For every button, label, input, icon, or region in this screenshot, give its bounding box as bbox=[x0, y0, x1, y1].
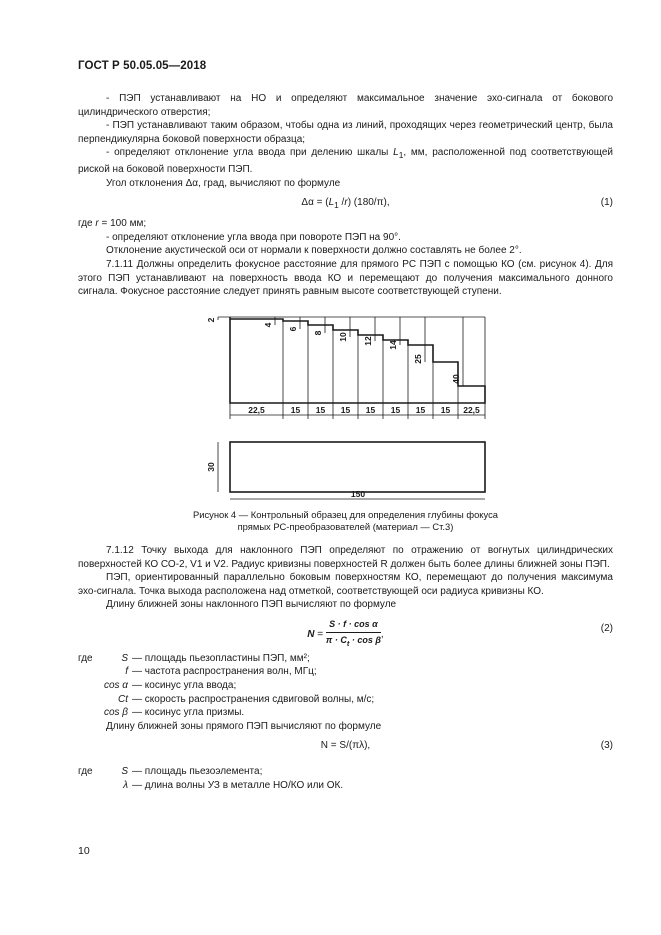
subscript: 1 bbox=[398, 150, 404, 161]
where-list-1 bbox=[78, 652, 613, 720]
figure-4 bbox=[78, 307, 613, 503]
text-run: , bbox=[380, 629, 384, 641]
where-text: — частота распространения волн, МГц; bbox=[132, 666, 317, 678]
paragraph: - определяют отклонение угла ввода при повороте ПЭП на 90°. bbox=[106, 231, 401, 243]
symbol: L bbox=[328, 197, 335, 209]
where-text: — площадь пьезопластины ПЭП, мм²; bbox=[132, 652, 310, 664]
paragraph: - ПЭП устанавливают таким образом, чтобы одна из линий, проходящих через геометрический центр, была перпендикулярна боковой поверхности образца; bbox=[78, 120, 613, 145]
height-dimension-label: 14 bbox=[388, 339, 398, 350]
where-row bbox=[78, 779, 613, 793]
formula-3 bbox=[78, 733, 613, 765]
figure-caption bbox=[78, 509, 613, 534]
page-number: 10 bbox=[78, 845, 90, 857]
caption-line: Рисунок 4 — Контрольный образец для определения глубины фокуса bbox=[192, 508, 499, 520]
thickness-dimension-label: 30 bbox=[206, 461, 216, 472]
width-dimension-label: 15 bbox=[365, 404, 376, 415]
paragraph: 7.1.12 Точку выхода для наклонного ПЭП определяют по отражению от вогнутых цилиндрических поверхностей КО СО-2, V1 и V2. Радиус кривизны поверхностей R должен быть более длины ближней зоны ПЭП. bbox=[78, 544, 613, 570]
formula-expression bbox=[78, 618, 613, 651]
where-text: — косинус угла призмы. bbox=[132, 707, 245, 719]
height-dimension-label: 6 bbox=[288, 326, 298, 332]
subscript: t bbox=[346, 639, 350, 649]
caption-line: прямых РС-преобразователей (материал — Ст.3) bbox=[237, 521, 454, 533]
text-run: = bbox=[314, 629, 326, 641]
width-dimension-label: 15 bbox=[315, 404, 326, 415]
text-run: ) (180/π), bbox=[347, 197, 390, 209]
where-row bbox=[78, 765, 613, 779]
paragraph: Длину ближней зоны наклонного ПЭП вычисляют по формуле bbox=[106, 599, 397, 611]
height-dimension-label: 25 bbox=[413, 353, 423, 364]
symbol: L bbox=[393, 147, 399, 159]
where-symbol: λ bbox=[123, 780, 128, 792]
paragraph: Отклонение акустической оси от нормали к поверхности должно составлять не более 2°. bbox=[106, 245, 522, 257]
paragraph: Угол отклонения Δα, град, вычисляют по формуле bbox=[106, 177, 341, 189]
text-run: , мм, расположенной под соответствующей риской на боковой поверхности ПЭП. bbox=[78, 147, 613, 175]
text-run: · cos β bbox=[349, 635, 381, 646]
where-symbol: cos β bbox=[103, 707, 128, 719]
paragraph bbox=[78, 217, 613, 231]
where-symbol: cos α bbox=[103, 680, 128, 692]
fraction bbox=[326, 618, 381, 651]
height-dimension-label: 2 bbox=[206, 317, 216, 323]
formula-1 bbox=[78, 190, 613, 217]
length-dimension-label: 150 bbox=[350, 488, 366, 499]
formula-expression bbox=[78, 196, 613, 213]
where-label: где bbox=[78, 652, 93, 664]
standard-header: ГОСТ Р 50.05.05—2018 bbox=[78, 60, 207, 72]
paragraph: ПЭП, ориентированный параллельно боковым поверхностям КО, перемещают до получения максимума эхо-сигнала. Точка выхода расположена над отметкой, соответствующей оси радиуса кривизны КО. bbox=[78, 572, 613, 597]
where-row bbox=[78, 693, 613, 707]
formula-2 bbox=[78, 612, 613, 652]
text-run: π · C bbox=[325, 635, 347, 646]
text-run: = 100 мм; bbox=[98, 218, 147, 230]
symbol: r bbox=[344, 197, 348, 209]
height-dimension-label: 40 bbox=[451, 373, 461, 384]
specimen-drawing bbox=[78, 307, 613, 503]
text-run: - определяют отклонение угла ввода при делению шкалы bbox=[106, 147, 394, 159]
side-view bbox=[230, 442, 485, 492]
width-dimension-label: 22,5 bbox=[248, 404, 265, 415]
where-row bbox=[78, 652, 613, 666]
width-dimension-label: 15 bbox=[340, 404, 351, 415]
height-dimension-label: 12 bbox=[363, 335, 373, 346]
where-list-2 bbox=[78, 765, 613, 792]
where-text: — скорость распространения сдвиговой волны, м/с; bbox=[132, 693, 375, 705]
symbol: N bbox=[307, 629, 315, 641]
denominator bbox=[326, 633, 381, 650]
text-run: где bbox=[78, 218, 96, 230]
height-dimension-label: 4 bbox=[263, 322, 273, 328]
where-symbol: Ct bbox=[118, 693, 128, 705]
width-dimension-label: 15 bbox=[390, 404, 401, 415]
formula-number: (2) bbox=[600, 622, 613, 634]
where-row bbox=[78, 706, 613, 720]
width-dimension-label: 22,5 bbox=[463, 404, 480, 415]
stepped-outline bbox=[230, 317, 485, 403]
height-dimension-label: 8 bbox=[313, 330, 323, 336]
where-row bbox=[78, 679, 613, 693]
width-dimension-label: 15 bbox=[440, 404, 451, 415]
where-text: — косинус угла ввода; bbox=[132, 680, 237, 692]
text-run: / bbox=[338, 197, 345, 209]
numerator: S · f · cos α bbox=[326, 618, 381, 634]
formula-number: (3) bbox=[600, 740, 613, 752]
width-dimension-label: 15 bbox=[415, 404, 426, 415]
paragraph: 7.1.11 Должны определить фокусное расстояние для прямого РС ПЭП с помощью КО (см. рисунок 4). Для этого ПЭП устанавливают на поверхность ввода КО и перемещают до получения максимального донного сигнала. Фокусное расстояние следует принять равным высоте соответствующей ступени. bbox=[78, 258, 613, 298]
where-symbol: S bbox=[121, 652, 128, 664]
where-text: — длина волны УЗ в металле НО/КО или ОК. bbox=[132, 780, 344, 792]
paragraph: Длину ближней зоны прямого ПЭП вычисляют по формуле bbox=[106, 720, 382, 732]
where-text: — площадь пьезоэлемента; bbox=[132, 766, 263, 778]
document-body bbox=[78, 92, 613, 793]
formula-expression: N = S/(πλ), bbox=[320, 740, 371, 752]
formula-number: (1) bbox=[600, 197, 613, 209]
where-row bbox=[78, 665, 613, 679]
paragraph: - ПЭП устанавливают на НО и определяют максимальное значение эхо-сигнала от бокового цилиндрического отверстия; bbox=[78, 93, 613, 118]
text-run: Δα = ( bbox=[301, 197, 329, 209]
symbol: r bbox=[95, 218, 99, 230]
where-symbol: S bbox=[121, 766, 128, 778]
where-symbol: f bbox=[125, 666, 128, 678]
paragraph bbox=[78, 146, 613, 176]
width-dimension-label: 15 bbox=[290, 404, 301, 415]
height-dimension-label: 10 bbox=[338, 331, 348, 342]
subscript: 1 bbox=[334, 200, 339, 211]
where-label: где bbox=[78, 766, 93, 778]
